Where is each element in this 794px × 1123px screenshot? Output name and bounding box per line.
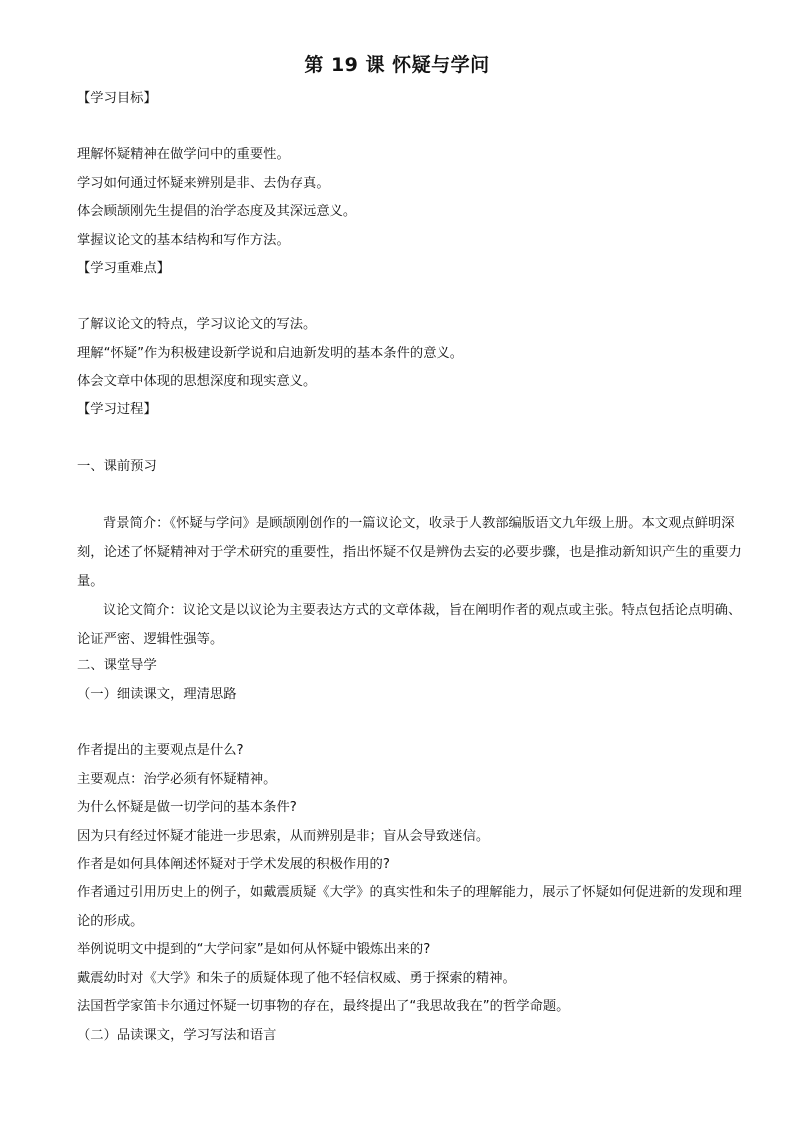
- objective-item: 体会顾颉刚先生提倡的治学态度及其深远意义。: [77, 204, 357, 219]
- heading-objectives: 【学习目标】: [77, 91, 157, 106]
- qa-line: 举例说明文中提到的“大学问家”是如何从怀疑中锻炼出来的?: [77, 942, 431, 957]
- objective-item: 学习如何通过怀疑来辨别是非、去伪存真。: [77, 176, 330, 191]
- qa-line: 戴震幼时对《大学》和朱子的质疑体现了他不轻信权威、勇于探索的精神。: [77, 971, 516, 986]
- section-heading-preview: 一、课前预习: [77, 459, 157, 474]
- objective-item: 掌握议论文的基本结构和写作方法。: [77, 233, 290, 248]
- qa-line: 法国哲学家笛卡尔通过怀疑一切事物的存在，最终提出了“我思故我在”的哲学命题。: [77, 999, 570, 1014]
- qa-line: 因为只有经过怀疑才能进一步思索，从而辨别是非；盲从会导致迷信。: [77, 829, 490, 844]
- qa-long-paragraph: 作者通过引用历史上的例子，如戴震质疑《大学》的真实性和朱子的理解能力，展示了怀疑如何促进新的发现和理论的形成。: [77, 885, 742, 929]
- heading-process: 【学习过程】: [77, 402, 157, 417]
- key-point-item: 了解议论文的特点，学习议论文的写法。: [77, 317, 317, 332]
- qa-line: 作者是如何具体阐述怀疑对于学术发展的积极作用的?: [77, 857, 390, 872]
- qa-line: 主要观点：治学必须有怀疑精神。: [77, 772, 277, 787]
- key-point-item: 体会文章中体现的思想深度和现实意义。: [77, 374, 317, 389]
- qa-line: 作者提出的主要观点是什么?: [77, 743, 244, 758]
- subsection-heading: （一）细读课文，理清思路: [77, 687, 237, 702]
- objective-item: 理解怀疑精神在做学问中的重要性。: [77, 147, 290, 162]
- background-paragraph: 背景简介：《怀疑与学问》是顾颉刚创作的一篇议论文，收录于人教部编版语文九年级上册。本文观点鲜明深刻，论述了怀疑精神对于学术研究的重要性，指出怀疑不仅是辨伪去妄的必要步骤，也是推动新知识产生的重要力量。: [77, 516, 742, 589]
- essay-intro-paragraph: 议论文简介：议论文是以议论为主要表达方式的文章体裁，旨在阐明作者的观点或主张。特点包括论点明确、论证严密、逻辑性强等。: [77, 603, 742, 647]
- qa-line: 为什么怀疑是做一切学问的基本条件?: [77, 800, 297, 815]
- section-heading-classroom: 二、课堂导学: [77, 658, 157, 673]
- subsection-heading: （二）品读课文，学习写法和语言: [77, 1028, 277, 1043]
- heading-key-points: 【学习重难点】: [77, 261, 171, 276]
- key-point-item: 理解“怀疑”作为积极建设新学说和启迪新发明的基本条件的意义。: [77, 346, 464, 361]
- page-title: 第 19 课 怀疑与学问: [304, 54, 490, 76]
